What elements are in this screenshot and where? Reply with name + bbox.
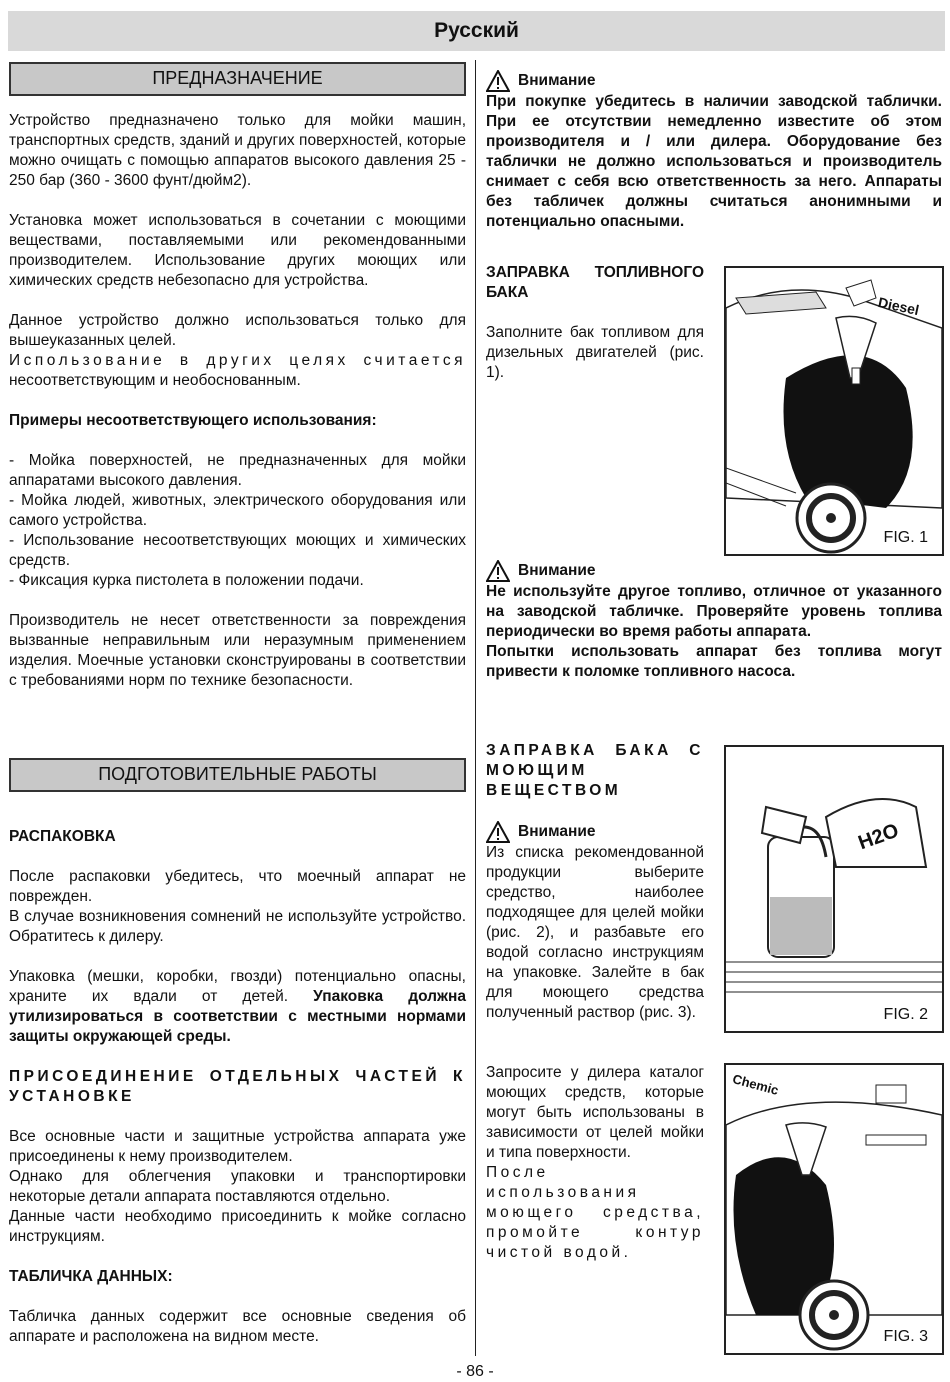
column-divider	[475, 60, 476, 1356]
purpose-text	[9, 111, 466, 691]
warning-title-2	[486, 560, 942, 582]
warning-label: Внимание	[518, 823, 596, 840]
warning-text-2a: Не используйте другое топливо, отличное от указанного на заводской табличке. Проверяйте уровень топлива периодически во время работы аппарата.	[486, 583, 942, 640]
warning-triangle-icon	[486, 821, 510, 843]
misuse-item-4: - Фиксация курка пистолета в положении подачи.	[9, 572, 364, 589]
unpacking-heading: РАСПАКОВКА	[9, 828, 116, 845]
section-title-preparation: ПОДГОТОВИТЕЛЬНЫЕ РАБОТЫ	[9, 758, 466, 792]
diesel-tag: Diesel	[876, 293, 921, 319]
preparation-text	[9, 827, 466, 1347]
purpose-paragraph-3: Данное устройство должно использоваться только для вышеуказанных целей.	[9, 312, 466, 349]
warning-label: Внимание	[518, 72, 596, 89]
machine-chemical-illustration	[726, 1065, 942, 1353]
warning-triangle-icon	[486, 70, 510, 92]
misuse-item-1: - Мойка поверхностей, не предназначенных для мойки аппаратами высокого давления.	[9, 452, 466, 489]
packaging-warning: Упаковка (мешки, коробки, гвозди) потенциально опасны, храните их вдали от детей.	[9, 968, 466, 1005]
data-plate-heading: ТАБЛИЧКА ДАННЫХ:	[9, 1268, 173, 1285]
warning-triangle-icon	[486, 560, 510, 582]
unpacking-paragraph-2: В случае возникновения сомнений не используйте устройство. Обратитесь к дилеру.	[9, 908, 466, 945]
fuel-heading: ЗАПРАВКА ТОПЛИВНОГО БАКА	[486, 264, 704, 301]
assembly-paragraph-1: Все основные части и защитные устройства аппарата уже присоединены к нему производителем.	[9, 1128, 466, 1165]
warning-block-1	[486, 70, 942, 232]
purpose-paragraph-2: Установка может использоваться в сочетании с моющими веществами, поставляемыми или рекомендованными производителем. Использование других моющих или химических средств небезопасно для устройства.	[9, 212, 466, 289]
figure-3-label: FIG. 3	[883, 1328, 928, 1345]
unpacking-paragraph-3	[9, 967, 466, 1047]
warning-text-2b: Попытки использовать аппарат без топлива могут привести к поломке топливного насоса.	[486, 643, 942, 680]
misuse-item-2: - Мойка людей, животных, электрического оборудования или самого устройства.	[9, 492, 466, 529]
catalog-block	[486, 1063, 704, 1263]
unpacking-paragraph-1: После распаковки убедитесь, что моечный аппарат не поврежден.	[9, 868, 466, 905]
page-number: - 86 -	[456, 1363, 494, 1380]
assembly-heading: ПРИСОЕДИНЕНИЕ ОТДЕЛЬНЫХ ЧАСТЕЙ К УСТАНОВКЕ	[9, 1068, 466, 1105]
water-tag: H2O	[855, 819, 902, 855]
warning-block-2	[486, 560, 942, 682]
figure-2	[724, 745, 944, 1033]
data-plate-paragraph: Табличка данных содержит все основные сведения об аппарате и расположена на видном месте.	[9, 1308, 466, 1345]
liability-paragraph: Производитель не несет ответственности за повреждения вызванные неправильным или неразумным применением изделия. Моечные установки сконструированы в соответствии с требованиями норм по технике безопасности.	[9, 612, 466, 689]
detergent-heading: ЗАПРАВКА БАКА С МОЮЩИМ ВЕЩЕСТВОМ	[486, 742, 704, 799]
fuel-block	[486, 263, 704, 383]
catalog-text: Запросите у дилера каталог моющих средств, которые могут быть использованы в зависимости от целей мойки и типа поверхности.	[486, 1064, 704, 1161]
figure-1	[724, 266, 944, 556]
chemical-tag: Chemic	[730, 1071, 781, 1098]
misuse-item-3: - Использование несоответствующих моющих и химических средств.	[9, 532, 466, 569]
fuel-text: Заполните бак топливом для дизельных двигателей (рис. 1).	[486, 324, 704, 381]
purpose-paragraph-1: Устройство предназначено только для мойки машин, транспортных средств, зданий и других поверхностей, которые можно очищать с помощью аппаратов высокого давления 25 - 250 бар (360 - 3600 фунт/дюйм2).	[9, 112, 466, 189]
section-title-purpose: ПРЕДНАЗНАЧЕНИЕ	[9, 62, 466, 96]
figure-3	[724, 1063, 944, 1355]
purpose-paragraph-3c: несоответствующим и необоснованным.	[9, 372, 301, 389]
figure-1-label: FIG. 1	[883, 529, 928, 546]
assembly-paragraph-3: Данные части необходимо присоединить к мойке согласно инструкциям.	[9, 1208, 466, 1245]
warning-label: Внимание	[518, 562, 596, 579]
detergent-block	[486, 741, 704, 1023]
misuse-heading: Примеры несоответствующего использования:	[9, 412, 377, 429]
after-use-text: После использования моющего средства, промойте контур чистой водой.	[486, 1164, 704, 1261]
detergent-text: Из списка рекомендованной продукции выберите средство, наиболее подходящее для целей мойки (рис. 2), и разбавьте его водой согласно инструкциям на упаковке. Залейте в бак для моющего средства полученный раствор (рис. 3).	[486, 844, 704, 1021]
warning-title-3	[486, 821, 704, 843]
packaging-disposal: Упаковка должна утилизироваться в соответствии с местными нормами защиты окружающей среды.	[9, 988, 466, 1045]
purpose-paragraph-3b: Использование в других целях считается	[9, 352, 466, 369]
figure-2-label: FIG. 2	[883, 1006, 928, 1023]
warning-title-1	[486, 70, 942, 92]
assembly-paragraph-2: Однако для облегчения упаковки и транспортировки некоторые детали аппарата поставляются отдельно.	[9, 1168, 466, 1205]
warning-text-1: При покупке убедитесь в наличии заводской таблички. При ее отсутствии немедленно известите об этом производителя и / или дилера. Оборудование без таблички не должно использоваться и производитель снимает с себя всю ответственность за него. Аппараты без табличек должны считаться анонимными и потенциально опасными.	[486, 93, 942, 230]
language-banner: Русский	[8, 11, 945, 51]
detergent-mixing-illustration	[726, 747, 942, 1031]
